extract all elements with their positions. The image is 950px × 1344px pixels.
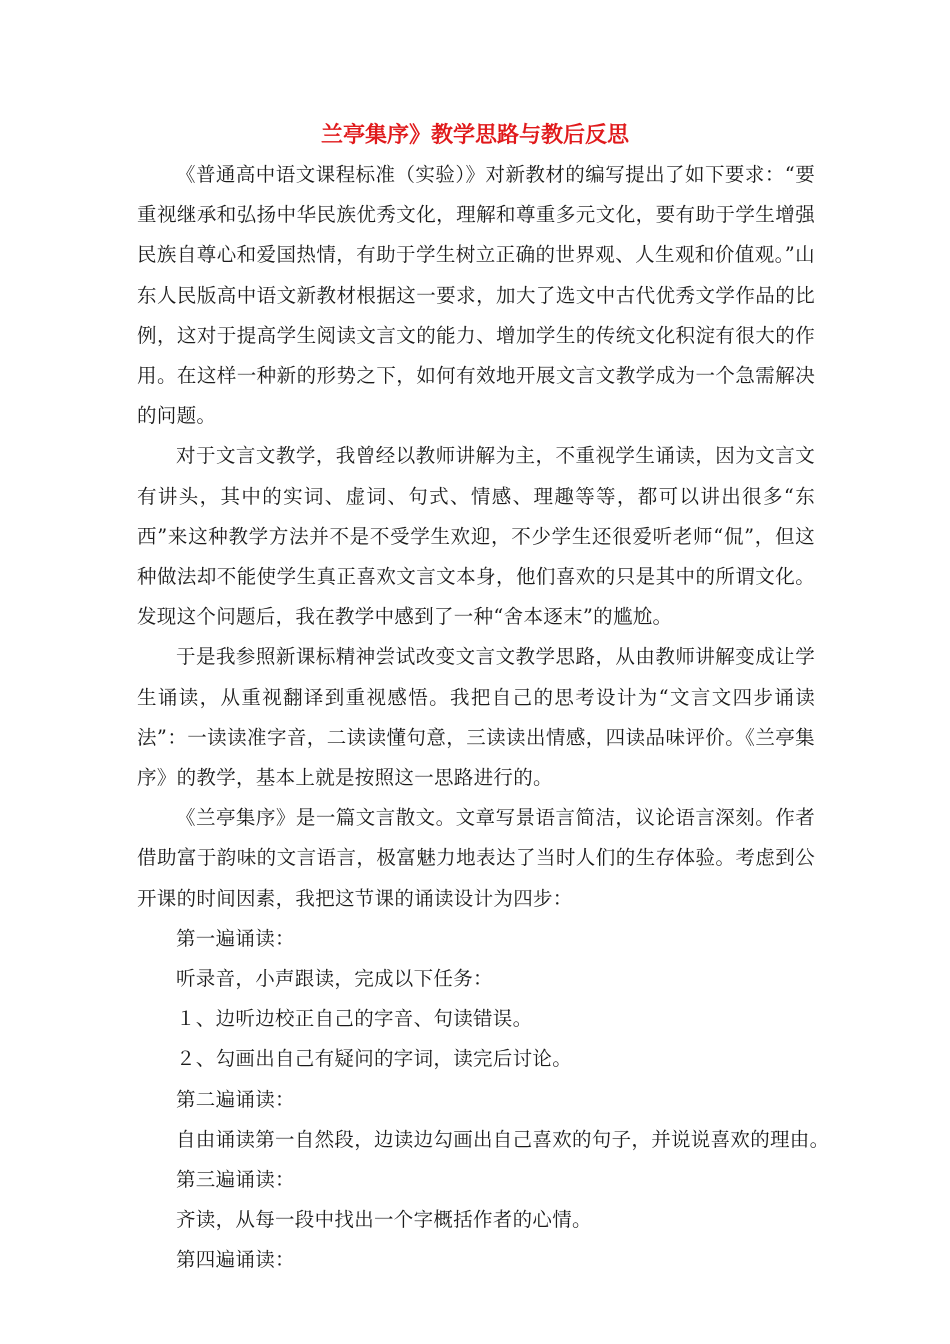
step-heading-1: 第一遍诵读： bbox=[176, 926, 295, 950]
document-body bbox=[137, 155, 830, 1281]
step-3-instruction: 齐读，从每一段中找出一个字概括作者的心情。 bbox=[176, 1208, 592, 1232]
step-1-task-1: １、边听边校正自己的字音、句读错误。 bbox=[176, 1007, 533, 1031]
paragraph-lanting-intro: 《兰亭集序》是一篇文言散文。文章写景语言简洁，议论语言深刻。作者借助富于韵味的文言语言，极富魅力地表达了当时人们的生存体验。考虑到公开课的时间因素，我把这节课的诵读设计为四步： bbox=[137, 806, 815, 910]
paragraph-past-teaching: 对于文言文教学，我曾经以教师讲解为主，不重视学生诵读，因为文言文有讲头，其中的实词、虚词、句式、情感、理趣等等，都可以讲出很多“东西”来这种教学方法并不是不受学生欢迎，不少学生还很爱听老师“侃”，但这种做法却不能使学生真正喜欢文言文本身，他们喜欢的只是其中的所谓文化。发现这个问题后，我在教学中感到了一种“舍本逐末”的尴尬。 bbox=[137, 444, 815, 629]
step-2-instruction: 自由诵读第一自然段，边读边勾画出自己喜欢的句子，并说说喜欢的理由。 bbox=[176, 1127, 830, 1151]
step-1-instruction: 听录音，小声跟读，完成以下任务： bbox=[176, 967, 493, 991]
step-heading-2: 第二遍诵读： bbox=[176, 1087, 295, 1111]
step-1-task-2: ２、勾画出自己有疑问的字词，读完后讨论。 bbox=[176, 1047, 573, 1071]
document-title: 兰亭集序》教学思路与教后反思 bbox=[320, 123, 629, 148]
paragraph-curriculum-standard: 《普通高中语文课程标准（实验）》对新教材的编写提出了如下要求：“要重视继承和弘扬中华民族优秀文化，理解和尊重多元文化，要有助于学生增强民族自尊心和爱国热情，有助于学生树立正确的世界观、人生观和价值观。”山东人民版高中语文新教材根据这一要求，加大了选文中古代优秀文学作品的比例，这对于提高学生阅读文言文的能力、增加学生的传统文化积淀有很大的作用。在这样一种新的形势之下，如何有效地开展文言文教学成为一个急需解决的问题。 bbox=[137, 163, 815, 428]
paragraph-new-approach: 于是我参照新课标精神尝试改变文言文教学思路，从由教师讲解变成让学生诵读，从重视翻译到重视感悟。我把自己的思考设计为“文言文四步诵读法”：一读读准字音，二读读懂句意，三读读出情感，四读品味评价。《兰亭集序》的教学，基本上就是按照这一思路进行的。 bbox=[137, 645, 815, 790]
step-heading-4: 第四遍诵读： bbox=[176, 1248, 295, 1272]
step-heading-3: 第三遍诵读： bbox=[176, 1168, 295, 1192]
